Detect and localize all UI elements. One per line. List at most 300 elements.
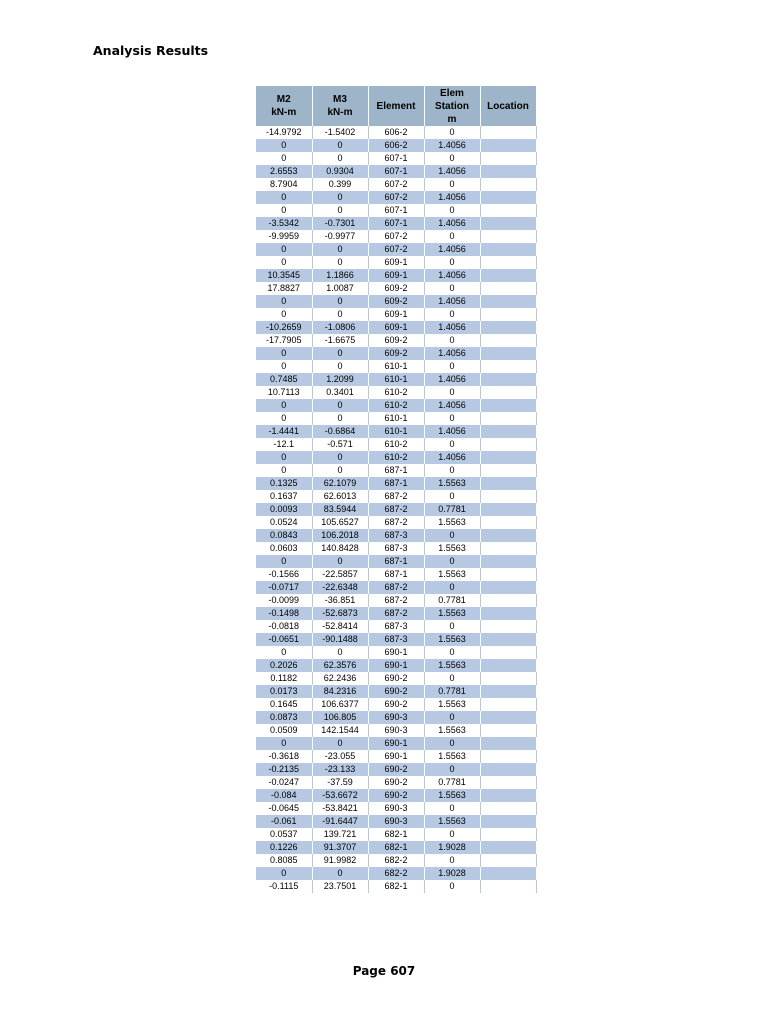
cell-element: 606-2 xyxy=(368,126,424,139)
cell-element: 682-2 xyxy=(368,854,424,867)
cell-element: 687-2 xyxy=(368,490,424,503)
cell-location xyxy=(480,126,536,139)
cell-location xyxy=(480,503,536,516)
table-row xyxy=(256,334,536,347)
cell-element: 610-2 xyxy=(368,451,424,464)
cell-location xyxy=(480,607,536,620)
cell-elem-station: 1.5563 xyxy=(424,542,480,555)
cell-element: 682-1 xyxy=(368,841,424,854)
cell-m2: 0 xyxy=(256,737,312,750)
cell-m2: 0.0509 xyxy=(256,724,312,737)
cell-m2: 0 xyxy=(256,243,312,256)
cell-location xyxy=(480,425,536,438)
cell-m2: 0 xyxy=(256,152,312,165)
cell-elem-station: 1.4056 xyxy=(424,217,480,230)
cell-location xyxy=(480,828,536,841)
cell-m3: -91.6447 xyxy=(312,815,368,828)
cell-m3: 0 xyxy=(312,347,368,360)
table-row xyxy=(256,711,536,724)
cell-m2: 0 xyxy=(256,204,312,217)
table-row xyxy=(256,191,536,204)
cell-location xyxy=(480,529,536,542)
cell-m2: 0 xyxy=(256,646,312,659)
cell-location xyxy=(480,737,536,750)
cell-location xyxy=(480,373,536,386)
cell-location xyxy=(480,217,536,230)
cell-m2: 0.1645 xyxy=(256,698,312,711)
cell-element: 687-2 xyxy=(368,594,424,607)
cell-element: 610-1 xyxy=(368,360,424,373)
table-row xyxy=(256,126,536,139)
table-row xyxy=(256,178,536,191)
cell-location xyxy=(480,698,536,711)
cell-m2: -0.061 xyxy=(256,815,312,828)
table-header-row xyxy=(256,86,536,126)
table-row xyxy=(256,724,536,737)
cell-element: 682-1 xyxy=(368,880,424,893)
cell-element: 687-2 xyxy=(368,581,424,594)
cell-location xyxy=(480,750,536,763)
cell-element: 690-2 xyxy=(368,763,424,776)
cell-m3: -23.133 xyxy=(312,763,368,776)
cell-location xyxy=(480,386,536,399)
cell-location xyxy=(480,464,536,477)
analysis-results-table xyxy=(256,86,537,893)
cell-m2: 0 xyxy=(256,191,312,204)
cell-location xyxy=(480,360,536,373)
cell-m3: 0 xyxy=(312,451,368,464)
cell-elem-station: 1.4056 xyxy=(424,347,480,360)
cell-location xyxy=(480,204,536,217)
cell-elem-station: 0.7781 xyxy=(424,594,480,607)
cell-elem-station: 1.5563 xyxy=(424,815,480,828)
cell-location xyxy=(480,321,536,334)
cell-location xyxy=(480,451,536,464)
cell-elem-station: 1.4056 xyxy=(424,139,480,152)
cell-elem-station: 1.4056 xyxy=(424,373,480,386)
table-row xyxy=(256,399,536,412)
cell-elem-station: 0 xyxy=(424,854,480,867)
cell-m3: 0 xyxy=(312,152,368,165)
table-row xyxy=(256,646,536,659)
cell-m3: 62.1079 xyxy=(312,477,368,490)
cell-element: 690-2 xyxy=(368,672,424,685)
cell-elem-station: 0 xyxy=(424,204,480,217)
cell-location xyxy=(480,490,536,503)
cell-location xyxy=(480,646,536,659)
cell-element: 610-2 xyxy=(368,386,424,399)
cell-m3: -22.6348 xyxy=(312,581,368,594)
cell-location xyxy=(480,620,536,633)
cell-m3: -53.8421 xyxy=(312,802,368,815)
cell-elem-station: 0 xyxy=(424,464,480,477)
cell-elem-station: 0 xyxy=(424,126,480,139)
cell-elem-station: 0 xyxy=(424,282,480,295)
cell-location xyxy=(480,438,536,451)
table-row xyxy=(256,828,536,841)
cell-location xyxy=(480,880,536,893)
cell-m3: 1.0087 xyxy=(312,282,368,295)
table-row xyxy=(256,737,536,750)
table-row xyxy=(256,477,536,490)
table-row xyxy=(256,867,536,880)
cell-m3: 0.9304 xyxy=(312,165,368,178)
cell-m2: -0.0818 xyxy=(256,620,312,633)
table-row xyxy=(256,360,536,373)
cell-m2: 0.0537 xyxy=(256,828,312,841)
cell-m3: 1.2099 xyxy=(312,373,368,386)
table-row xyxy=(256,789,536,802)
table-row xyxy=(256,841,536,854)
cell-m3: 62.2436 xyxy=(312,672,368,685)
cell-m2: -0.084 xyxy=(256,789,312,802)
cell-m3: -0.7301 xyxy=(312,217,368,230)
cell-m2: 2.6553 xyxy=(256,165,312,178)
cell-location xyxy=(480,256,536,269)
cell-m3: 0 xyxy=(312,737,368,750)
cell-m3: 0 xyxy=(312,412,368,425)
cell-m2: -10.2659 xyxy=(256,321,312,334)
cell-m3: -0.571 xyxy=(312,438,368,451)
table-row xyxy=(256,256,536,269)
cell-elem-station: 0 xyxy=(424,360,480,373)
cell-elem-station: 1.4056 xyxy=(424,269,480,282)
cell-m3: 0 xyxy=(312,204,368,217)
table-row xyxy=(256,503,536,516)
cell-m3: -1.6675 xyxy=(312,334,368,347)
cell-m3: -0.9977 xyxy=(312,230,368,243)
cell-location xyxy=(480,412,536,425)
table-row xyxy=(256,750,536,763)
cell-m3: 0 xyxy=(312,555,368,568)
cell-elem-station: 0 xyxy=(424,152,480,165)
table-row xyxy=(256,230,536,243)
cell-elem-station: 1.5563 xyxy=(424,659,480,672)
cell-m2: 0.1226 xyxy=(256,841,312,854)
table-row xyxy=(256,204,536,217)
cell-m3: 0 xyxy=(312,646,368,659)
cell-m2: -3.5342 xyxy=(256,217,312,230)
cell-elem-station: 0.7781 xyxy=(424,776,480,789)
cell-element: 609-1 xyxy=(368,308,424,321)
cell-m3: 106.805 xyxy=(312,711,368,724)
cell-element: 607-1 xyxy=(368,204,424,217)
cell-element: 609-1 xyxy=(368,269,424,282)
cell-m3: 139.721 xyxy=(312,828,368,841)
header-m3 xyxy=(312,86,368,126)
cell-location xyxy=(480,139,536,152)
cell-m2: 8.7904 xyxy=(256,178,312,191)
cell-location xyxy=(480,594,536,607)
cell-location xyxy=(480,165,536,178)
cell-location xyxy=(480,568,536,581)
cell-m3: -1.5402 xyxy=(312,126,368,139)
table-row xyxy=(256,659,536,672)
cell-elem-station: 0 xyxy=(424,880,480,893)
cell-location xyxy=(480,711,536,724)
cell-m2: 0.1325 xyxy=(256,477,312,490)
cell-location xyxy=(480,347,536,360)
cell-m2: 0.0093 xyxy=(256,503,312,516)
cell-element: 687-3 xyxy=(368,529,424,542)
table-row xyxy=(256,854,536,867)
cell-element: 690-2 xyxy=(368,698,424,711)
cell-elem-station: 0 xyxy=(424,334,480,347)
cell-m3: 0 xyxy=(312,308,368,321)
cell-m3: -53.6672 xyxy=(312,789,368,802)
cell-location xyxy=(480,399,536,412)
cell-m3: 0 xyxy=(312,191,368,204)
cell-element: 609-2 xyxy=(368,282,424,295)
cell-m3: 0 xyxy=(312,256,368,269)
cell-element: 607-2 xyxy=(368,230,424,243)
cell-element: 610-1 xyxy=(368,425,424,438)
cell-m2: 0.8085 xyxy=(256,854,312,867)
cell-m2: 0 xyxy=(256,347,312,360)
cell-element: 687-2 xyxy=(368,516,424,529)
table-row xyxy=(256,594,536,607)
cell-element: 690-2 xyxy=(368,789,424,802)
cell-m2: 10.7113 xyxy=(256,386,312,399)
cell-m2: 0.1182 xyxy=(256,672,312,685)
cell-m3: 84.2316 xyxy=(312,685,368,698)
cell-elem-station: 1.5563 xyxy=(424,568,480,581)
table-row xyxy=(256,672,536,685)
cell-element: 609-2 xyxy=(368,334,424,347)
cell-elem-station: 1.5563 xyxy=(424,698,480,711)
cell-elem-station: 0 xyxy=(424,763,480,776)
cell-element: 687-3 xyxy=(368,620,424,633)
table-row xyxy=(256,490,536,503)
cell-elem-station: 0 xyxy=(424,230,480,243)
table-row xyxy=(256,165,536,178)
cell-element: 610-2 xyxy=(368,438,424,451)
table-row xyxy=(256,685,536,698)
cell-m2: 0 xyxy=(256,555,312,568)
cell-m3: 0 xyxy=(312,399,368,412)
header-location: Location xyxy=(480,86,536,126)
cell-m2: -1.4441 xyxy=(256,425,312,438)
table-row xyxy=(256,295,536,308)
cell-location xyxy=(480,659,536,672)
cell-element: 690-1 xyxy=(368,659,424,672)
cell-m3: -23.055 xyxy=(312,750,368,763)
cell-m3: 62.6013 xyxy=(312,490,368,503)
table-row xyxy=(256,776,536,789)
cell-element: 609-2 xyxy=(368,347,424,360)
cell-elem-station: 0 xyxy=(424,711,480,724)
cell-location xyxy=(480,581,536,594)
cell-location xyxy=(480,516,536,529)
table-row xyxy=(256,425,536,438)
cell-element: 690-3 xyxy=(368,815,424,828)
cell-m2: -14.9792 xyxy=(256,126,312,139)
cell-m2: 0.0843 xyxy=(256,529,312,542)
cell-elem-station: 1.4056 xyxy=(424,399,480,412)
cell-element: 609-1 xyxy=(368,321,424,334)
cell-m2: -0.1566 xyxy=(256,568,312,581)
table-row xyxy=(256,386,536,399)
cell-m3: 106.2018 xyxy=(312,529,368,542)
cell-location xyxy=(480,243,536,256)
cell-elem-station: 0 xyxy=(424,386,480,399)
cell-m3: 0.3401 xyxy=(312,386,368,399)
cell-elem-station: 1.4056 xyxy=(424,191,480,204)
table-row xyxy=(256,217,536,230)
cell-m3: 0.399 xyxy=(312,178,368,191)
cell-m2: 0 xyxy=(256,451,312,464)
table-row xyxy=(256,529,536,542)
cell-location xyxy=(480,178,536,191)
cell-element: 690-3 xyxy=(368,711,424,724)
table-row xyxy=(256,438,536,451)
table-row xyxy=(256,451,536,464)
cell-element: 687-2 xyxy=(368,503,424,516)
cell-element: 682-2 xyxy=(368,867,424,880)
cell-elem-station: 0 xyxy=(424,646,480,659)
table-row xyxy=(256,880,536,893)
cell-elem-station: 1.5563 xyxy=(424,477,480,490)
cell-m3: -37.59 xyxy=(312,776,368,789)
cell-m3: 0 xyxy=(312,867,368,880)
cell-elem-station: 0 xyxy=(424,412,480,425)
table-row xyxy=(256,698,536,711)
cell-elem-station: 1.4056 xyxy=(424,165,480,178)
cell-m2: -0.0645 xyxy=(256,802,312,815)
header-m2-unit: kN-m xyxy=(271,107,297,118)
cell-m2: 0.0873 xyxy=(256,711,312,724)
table-row xyxy=(256,542,536,555)
cell-location xyxy=(480,763,536,776)
cell-m3: -0.6864 xyxy=(312,425,368,438)
cell-element: 687-3 xyxy=(368,633,424,646)
cell-elem-station: 1.4056 xyxy=(424,451,480,464)
cell-element: 690-1 xyxy=(368,737,424,750)
cell-elem-station: 0 xyxy=(424,672,480,685)
cell-m2: -17.7905 xyxy=(256,334,312,347)
cell-location xyxy=(480,269,536,282)
page-heading: Analysis Results xyxy=(93,43,209,58)
cell-m2: -0.0099 xyxy=(256,594,312,607)
table-row xyxy=(256,373,536,386)
cell-elem-station: 0.7781 xyxy=(424,685,480,698)
cell-elem-station: 0 xyxy=(424,490,480,503)
cell-location xyxy=(480,633,536,646)
cell-location xyxy=(480,477,536,490)
cell-m2: -0.0717 xyxy=(256,581,312,594)
cell-element: 610-1 xyxy=(368,412,424,425)
cell-location xyxy=(480,152,536,165)
cell-element: 687-1 xyxy=(368,464,424,477)
cell-elem-station: 0 xyxy=(424,256,480,269)
table-row xyxy=(256,763,536,776)
cell-m2: -0.0247 xyxy=(256,776,312,789)
cell-element: 607-2 xyxy=(368,191,424,204)
cell-element: 610-1 xyxy=(368,373,424,386)
cell-m2: 0 xyxy=(256,399,312,412)
cell-m3: -52.8414 xyxy=(312,620,368,633)
cell-location xyxy=(480,334,536,347)
cell-elem-station: 0 xyxy=(424,828,480,841)
cell-m3: -22.5857 xyxy=(312,568,368,581)
cell-m2: 0.7485 xyxy=(256,373,312,386)
cell-element: 687-1 xyxy=(368,477,424,490)
cell-element: 690-3 xyxy=(368,802,424,815)
cell-elem-station: 0 xyxy=(424,555,480,568)
cell-element: 607-1 xyxy=(368,165,424,178)
cell-element: 690-1 xyxy=(368,646,424,659)
cell-m2: -9.9959 xyxy=(256,230,312,243)
cell-m3: 0 xyxy=(312,139,368,152)
cell-element: 609-1 xyxy=(368,256,424,269)
cell-element: 687-1 xyxy=(368,568,424,581)
table-row xyxy=(256,269,536,282)
table-row xyxy=(256,802,536,815)
cell-m2: 0 xyxy=(256,412,312,425)
cell-location xyxy=(480,789,536,802)
cell-m3: 23.7501 xyxy=(312,880,368,893)
header-m2 xyxy=(256,86,312,126)
cell-location xyxy=(480,815,536,828)
cell-m3: 0 xyxy=(312,464,368,477)
cell-m2: 0 xyxy=(256,256,312,269)
cell-elem-station: 1.5563 xyxy=(424,633,480,646)
table-row xyxy=(256,555,536,568)
table-row xyxy=(256,321,536,334)
cell-elem-station: 0 xyxy=(424,802,480,815)
header-m2-name: M2 xyxy=(276,94,291,105)
cell-location xyxy=(480,854,536,867)
header-m3-unit: kN-m xyxy=(327,107,353,118)
cell-m3: -52.6873 xyxy=(312,607,368,620)
header-station-line2: Station xyxy=(435,100,469,112)
table-row xyxy=(256,347,536,360)
cell-m2: 17.8827 xyxy=(256,282,312,295)
table-row xyxy=(256,464,536,477)
table-row xyxy=(256,581,536,594)
cell-element: 687-3 xyxy=(368,542,424,555)
cell-elem-station: 0 xyxy=(424,438,480,451)
cell-elem-station: 1.5563 xyxy=(424,750,480,763)
cell-element: 610-2 xyxy=(368,399,424,412)
cell-location xyxy=(480,802,536,815)
cell-m2: 0 xyxy=(256,360,312,373)
cell-m2: -12.1 xyxy=(256,438,312,451)
cell-location xyxy=(480,308,536,321)
cell-location xyxy=(480,867,536,880)
cell-m3: 62.3576 xyxy=(312,659,368,672)
cell-location xyxy=(480,685,536,698)
cell-elem-station: 1.4056 xyxy=(424,295,480,308)
cell-elem-station: 1.9028 xyxy=(424,841,480,854)
header-m3-name: M3 xyxy=(333,94,347,105)
cell-elem-station: 1.5563 xyxy=(424,724,480,737)
cell-location xyxy=(480,555,536,568)
cell-elem-station: 0 xyxy=(424,529,480,542)
cell-m2: -0.0651 xyxy=(256,633,312,646)
cell-m2: -0.1498 xyxy=(256,607,312,620)
cell-m2: 0.0173 xyxy=(256,685,312,698)
cell-element: 690-1 xyxy=(368,750,424,763)
cell-m2: 0.0524 xyxy=(256,516,312,529)
table-row xyxy=(256,152,536,165)
cell-m3: 83.5944 xyxy=(312,503,368,516)
page-footer: Page 607 xyxy=(352,964,416,978)
header-station-unit: m xyxy=(447,113,457,125)
cell-element: 690-2 xyxy=(368,685,424,698)
cell-m2: 0.0603 xyxy=(256,542,312,555)
cell-m3: 91.9982 xyxy=(312,854,368,867)
